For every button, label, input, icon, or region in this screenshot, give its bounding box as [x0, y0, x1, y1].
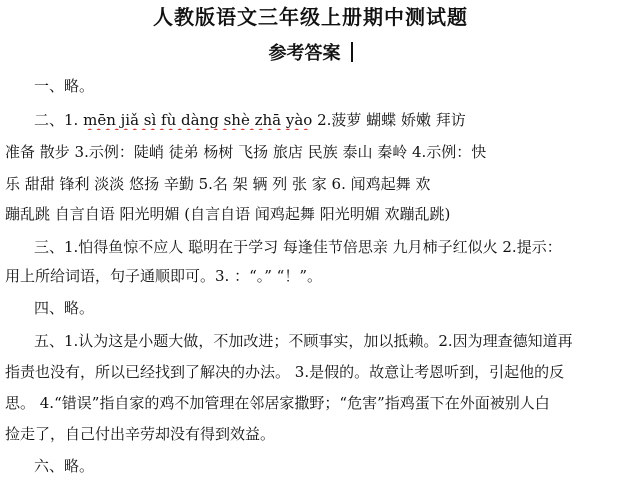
section-3-line-1: 三、1.怕得鱼惊不应人 聪明在于学习 每逢佳节倍思亲 九月柿子红似火 2.提示： — [34, 238, 562, 256]
section-2-prefix: 二、1. — [34, 111, 79, 129]
section-2-line-3: 乐 甜甜 锋利 淡淡 悠扬 辛勤 5.名 架 辆 列 张 家 6. 闻鸡起舞 欢 — [5, 175, 431, 193]
section-3-line-2: 用上所给词语，句子通顺即可。3. ：“。” “！”。 — [5, 267, 323, 285]
section-2-line-1-rest: 2.菠萝 蝴蝶 娇嫩 拜访 — [312, 111, 466, 129]
section-6-answer: 六、略。 — [34, 457, 95, 475]
section-2-line-4: 蹦乱跳 自言自语 阳光明媚 (自言自语 闻鸡起舞 阳光明媚 欢蹦乱跳) — [5, 205, 451, 223]
section-1-answer: 一、略。 — [34, 77, 95, 95]
section-5-line-3: 思。 4.“错误”指自家的鸡不加管理在邻居家撒野；“危害”指鸡蛋下在外面被别人白 — [5, 394, 550, 412]
section-4-answer: 四、略。 — [34, 299, 95, 317]
answer-key-heading — [0, 42, 621, 66]
section-2-pinyin: mēn jiǎ sì fù dàng shè zhā yào — [83, 111, 313, 129]
section-5-line-2: 指责也没有，所以已经找到了解决的办法。 3.是假的。故意让考恩听到，引起他的反 — [5, 363, 565, 381]
document-title: 人教版语文三年级上册期中测试题 — [153, 5, 468, 29]
section-5-line-4: 捡走了，自己付出辛劳却没有得到效益。 — [5, 425, 276, 443]
text-cursor — [351, 42, 353, 62]
answer-key-heading-text: 参考答案 — [268, 43, 341, 64]
section-2-line-1 — [34, 110, 617, 130]
section-2-line-2: 准备 散步 3.示例：陡峭 徒弟 杨树 飞扬 旅店 民族 泰山 秦岭 4.示例：快 — [5, 143, 487, 161]
section-5-line-1: 五、1.认为这是小题大做，不加改进；不顾事实，加以抵赖。2.因为理查德知道再 — [34, 332, 573, 350]
